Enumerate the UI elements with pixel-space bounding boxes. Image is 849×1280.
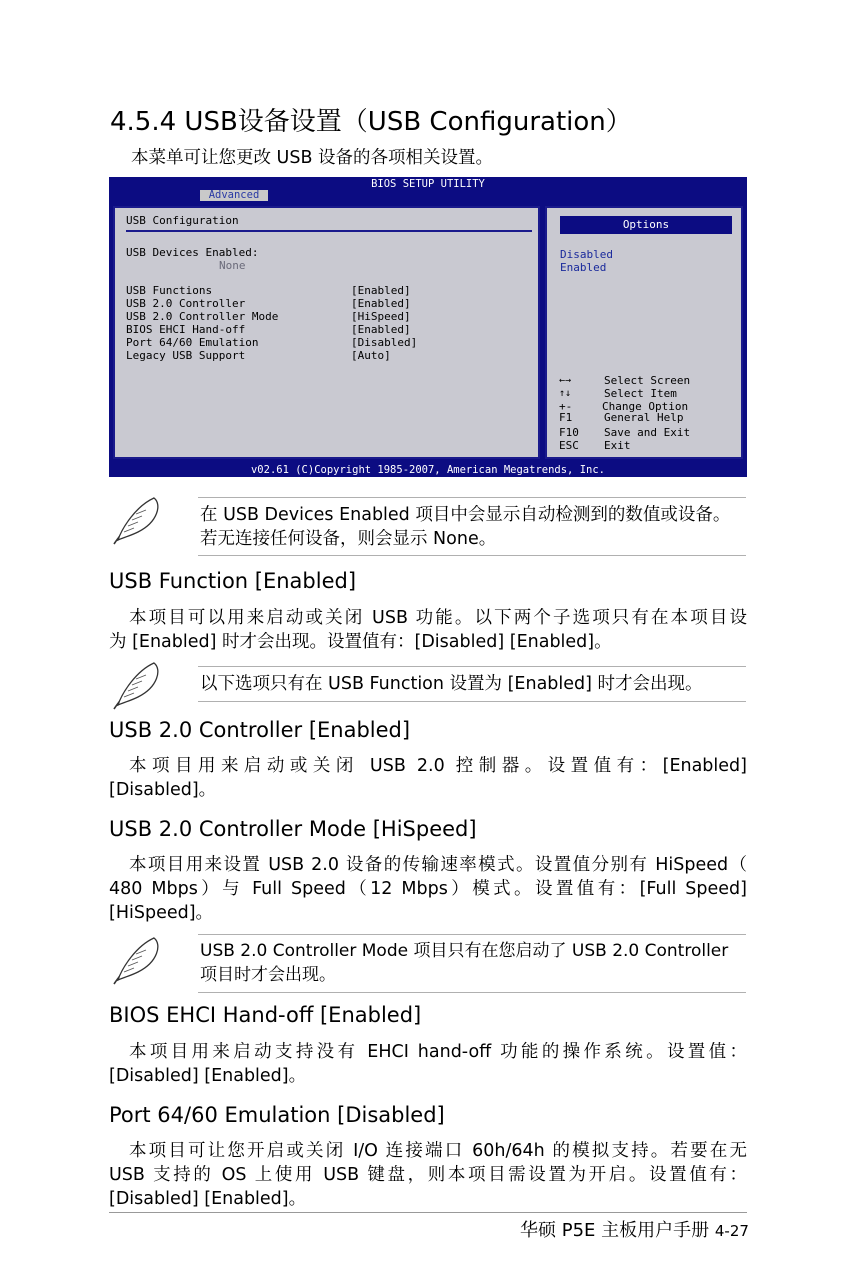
sec4-body xyxy=(109,1040,747,1088)
page-number: 4-27 xyxy=(714,1222,749,1240)
item-label: USB 2.0 Controller xyxy=(126,297,246,310)
key-label: ESC xyxy=(559,439,579,452)
bios-section-title: USB Configuration xyxy=(126,214,239,227)
bios-tab-advanced[interactable]: Advanced xyxy=(200,190,268,201)
item-value: [Enabled] xyxy=(351,297,411,310)
note1-text xyxy=(200,503,748,551)
sec3-line2: 480 Mbps）与 Full Speed（12 Mbps）模式。设置值有：[Full Speed] xyxy=(109,879,747,899)
key-desc: Select Item xyxy=(604,387,677,400)
feather-note-icon xyxy=(108,657,168,713)
item-value: [Disabled] xyxy=(351,336,418,349)
sec1-body xyxy=(109,606,747,654)
arrow-left-right-icon: ←→ xyxy=(559,375,572,386)
heading-usb20-controller: USB 2.0 Controller [Enabled] xyxy=(109,718,411,742)
item-label: Legacy USB Support xyxy=(126,349,246,362)
section-divider xyxy=(126,230,532,232)
sec5-line3: [Disabled] [Enabled]。 xyxy=(109,1189,307,1209)
key-desc: Select Screen xyxy=(604,374,691,387)
bios-screenshot xyxy=(109,177,747,477)
note-divider xyxy=(198,666,746,667)
heading-port-emulation: Port 64/60 Emulation [Disabled] xyxy=(109,1103,445,1127)
sec4-line1: 本项目用来启动支持没有 EHCI hand-off 功能的操作系统。设置值： xyxy=(129,1042,747,1062)
note-divider xyxy=(198,934,746,935)
sec5-line2: USB 支持的 OS 上使用 USB 键盘，则本项目需设置为开启。设置值有： xyxy=(109,1165,747,1185)
heading-ehci-handoff: BIOS EHCI Hand-off [Enabled] xyxy=(109,1003,422,1027)
bios-frame xyxy=(109,201,747,463)
note3-line1: USB 2.0 Controller Mode 项目只有在您启动了 USB 2.0 Controller xyxy=(200,941,729,961)
key-desc: Save and Exit xyxy=(604,426,691,439)
intro-text: 本菜单可让您更改 USB 设备的各项相关设置。 xyxy=(131,148,494,168)
bios-header xyxy=(109,177,747,201)
page-title: 4.5.4 USB设备设置（USB Configuration） xyxy=(110,107,632,137)
key-desc: Change Option xyxy=(602,400,689,413)
item-value: [Auto] xyxy=(351,349,391,362)
key-label: +- xyxy=(559,400,573,413)
note-divider xyxy=(198,497,746,498)
sec3-line3: [HiSpeed]。 xyxy=(109,903,214,923)
item-value: [Enabled] xyxy=(351,284,411,297)
sec5-body xyxy=(109,1139,747,1211)
note1-line1: 在 USB Devices Enabled 项目中会显示自动检测到的数值或设备。 xyxy=(200,505,731,525)
key-label: F10 xyxy=(559,426,579,439)
options-header: Options xyxy=(560,216,732,234)
feather-note-icon xyxy=(108,932,168,988)
sec1-line1: 本项目可以用来启动或关闭 USB 功能。以下两个子选项只有在本项目设 xyxy=(129,608,747,628)
heading-usb-function: USB Function [Enabled] xyxy=(109,569,357,593)
arrow-up-down-icon: ↑↓ xyxy=(559,388,572,399)
sec5-line1: 本项目可让您开启或关闭 I/O 连接端口 60h/64h 的模拟支持。若要在无 xyxy=(129,1141,747,1161)
key-label: F1 xyxy=(559,411,573,424)
bios-footer: v02.61 (C)Copyright 1985-2007, American Megatrends, Inc. xyxy=(109,463,747,477)
footer-divider xyxy=(109,1212,747,1213)
devices-value: None xyxy=(219,259,246,272)
note3-text xyxy=(200,939,748,987)
note1-line2: 若无连接任何设备，则会显示 None。 xyxy=(200,529,497,549)
note-divider xyxy=(198,555,746,556)
item-value: [HiSpeed] xyxy=(351,310,411,323)
bios-help-panel xyxy=(545,206,743,459)
option-enabled[interactable]: Enabled xyxy=(560,261,607,274)
heading-usb20-mode: USB 2.0 Controller Mode [HiSpeed] xyxy=(109,817,477,841)
sec4-line2: [Disabled] [Enabled]。 xyxy=(109,1066,307,1086)
page-footer xyxy=(520,1216,749,1242)
item-label: BIOS EHCI Hand-off xyxy=(126,323,246,336)
sec2-line1: 本项目用来启动或关闭 USB 2.0 控制器。设置值有：[Enabled] xyxy=(129,756,747,776)
note3-line2: 项目时才会出现。 xyxy=(200,965,336,985)
key-desc: Exit xyxy=(604,439,631,452)
sec3-body xyxy=(109,853,747,925)
footer-title: 华硕 P5E 主板用户手册 xyxy=(520,1220,710,1241)
item-label: USB 2.0 Controller Mode xyxy=(126,310,279,323)
note2-text: 以下选项只有在 USB Function 设置为 [Enabled] 时才会出现。 xyxy=(200,674,703,694)
bios-title: BIOS SETUP UTILITY xyxy=(371,178,485,190)
sec2-body xyxy=(109,754,747,802)
bios-main-panel xyxy=(113,206,540,459)
sec1-line2: 为 [Enabled] 时才会出现。设置值有：[Disabled] [Enabled]。 xyxy=(109,632,612,652)
sec3-line1: 本项目用来设置 USB 2.0 设备的传输速率模式。设置值分别有 HiSpeed（ xyxy=(129,855,747,875)
option-disabled[interactable]: Disabled xyxy=(560,248,613,261)
devices-label: USB Devices Enabled: xyxy=(126,246,259,259)
key-desc: General Help xyxy=(604,411,684,424)
note-divider xyxy=(198,701,746,702)
feather-note-icon xyxy=(108,492,168,548)
item-label: Port 64/60 Emulation xyxy=(126,336,259,349)
item-value: [Enabled] xyxy=(351,323,411,336)
sec2-line2: [Disabled]。 xyxy=(109,780,217,800)
note-divider xyxy=(198,992,746,993)
item-label: USB Functions xyxy=(126,284,213,297)
